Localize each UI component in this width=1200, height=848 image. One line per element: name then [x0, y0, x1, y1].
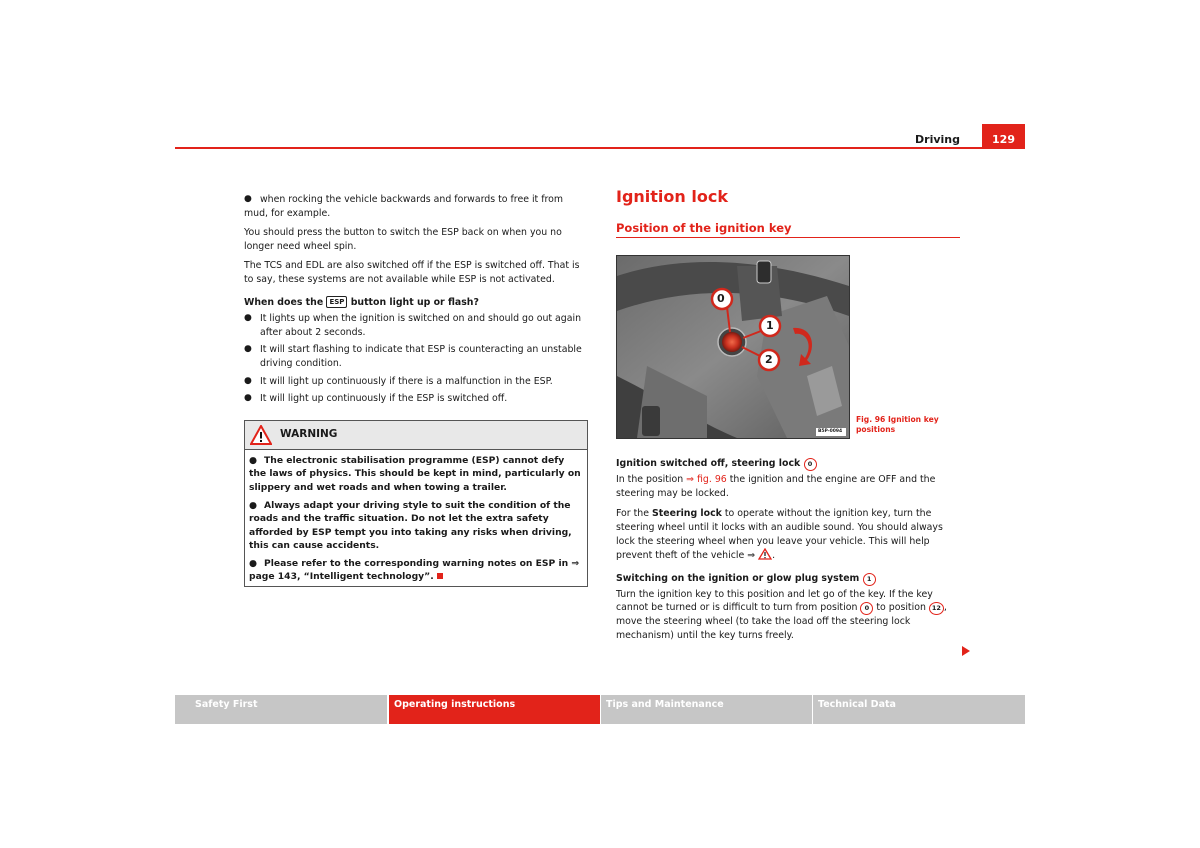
page-link[interactable]: page 143,: [249, 571, 301, 583]
bullet-icon: ●: [244, 313, 252, 324]
running-header-section: Driving: [915, 133, 960, 146]
end-of-section-icon: [437, 573, 443, 579]
paragraph: The TCS and EDL are also switched off if the ESP is switched off. That is to say, these systems are not available while ESP is not activated.: [244, 260, 580, 285]
right-column: [616, 187, 960, 649]
footer-tab-safety-first[interactable]: Safety First: [175, 695, 387, 724]
cross-ref-arrow: ⇒: [686, 474, 695, 486]
bullet-icon: ●: [244, 194, 252, 204]
position-12-icon: 12: [929, 602, 944, 615]
figure-label-0: 0: [717, 292, 725, 306]
list-item: ● It will light up continuously if the ESP is switched off.: [244, 393, 508, 405]
list-item: ● It will light up continuously if there is a malfunction in the ESP.: [244, 375, 553, 387]
header-rule: [175, 147, 1025, 149]
paragraph: You should press the button to switch the ESP back on when you no longer need wheel spin.: [244, 227, 562, 252]
figure-code: B5P-0094: [818, 429, 843, 435]
position-0-icon: 0: [860, 602, 873, 615]
list-item: ● It lights up when the ignition is switched on and should go out again after about 2 seconds.: [244, 313, 582, 338]
warning-box: [244, 420, 588, 587]
section-subtitle: Position of the ignition key: [616, 222, 960, 239]
figure-area: [616, 255, 960, 439]
list-item: ● when rocking the vehicle backwards and forwards to free it from mud, for example.: [244, 194, 564, 219]
bullet-icon: ●: [249, 499, 258, 511]
ignition-illustration: [617, 256, 849, 438]
warning-header: [245, 421, 587, 450]
bullet-icon: ●: [244, 375, 252, 386]
question-heading: When does the ESP button light up or flash?: [244, 296, 479, 308]
list-item: ● Please refer to the corresponding warning notes on ESP in ⇒ page 143, “Intelligent technology”.: [249, 557, 580, 583]
page-number-badge: 129: [982, 124, 1025, 149]
position-0-icon: 0: [804, 458, 817, 471]
subsection-heading: Ignition switched off, steering lock 0: [616, 457, 960, 471]
subsection-heading: Switching on the ignition or glow plug system 1: [616, 572, 960, 586]
figure-caption: Fig. 96 Ignition key positions: [856, 415, 939, 435]
figure-link[interactable]: fig. 96: [697, 474, 727, 486]
list-item: ● It will start flashing to indicate that ESP is counteracting an unstable driving condition.: [244, 344, 582, 369]
bullet-icon: ●: [244, 393, 252, 404]
paragraph: Turn the ignition key to this position and let go of the key. If the key cannot be turned or is difficult to turn from position 0 to position 12 , move the steering wheel (to take the load off the steering lock mechanism) until the key turns freely.: [616, 588, 947, 641]
footer-tab-tips-and-maintenance[interactable]: Tips and Maintenance: [601, 695, 812, 724]
ignition-key-figure: [616, 255, 850, 439]
section-title: Ignition lock: [616, 187, 728, 206]
warning-triangle-icon[interactable]: [758, 548, 772, 560]
bullet-icon: ●: [244, 344, 252, 355]
bullet-icon: ●: [249, 557, 258, 569]
esp-key-icon: ESP: [326, 296, 347, 308]
list-item: ● The electronic stabilisation programme (ESP) cannot defy the laws of physics. This should be kept in mind, particularly on slippery and wet roads and when towing a trailer.: [249, 454, 581, 493]
warning-body: [245, 450, 587, 586]
cross-ref-arrow: ⇒: [747, 550, 756, 562]
next-page-arrow-icon[interactable]: [962, 646, 970, 656]
figure-label-1: 1: [766, 319, 774, 333]
cross-ref-arrow: ⇒: [571, 557, 580, 569]
footer-tab-technical-data[interactable]: Technical Data: [813, 695, 1025, 724]
list-item: ● Always adapt your driving style to suit the condition of the roads and the traffic situation. Do not let the extra safety afforded by ESP tempt you into taking any risks when driving, this can cause accidents.: [249, 499, 572, 552]
bullet-icon: ●: [249, 454, 258, 466]
footer-tab-operating-instructions[interactable]: Operating instructions: [389, 695, 600, 724]
warning-triangle-icon: [250, 425, 272, 445]
left-column: [244, 193, 588, 587]
position-1-icon: 1: [863, 573, 876, 586]
paragraph: For the Steering lock to operate without the ignition key, turn the steering wheel until it locks with an audible sound. You should always lock the steering wheel when you leave your vehicle. This will help prevent theft of the vehicle ⇒ .: [616, 508, 943, 562]
figure-label-2: 2: [765, 353, 773, 367]
warning-title: WARNING: [280, 427, 338, 440]
paragraph: In the position ⇒ fig. 96 the ignition and the engine are OFF and the steering may be locked.: [616, 474, 936, 499]
